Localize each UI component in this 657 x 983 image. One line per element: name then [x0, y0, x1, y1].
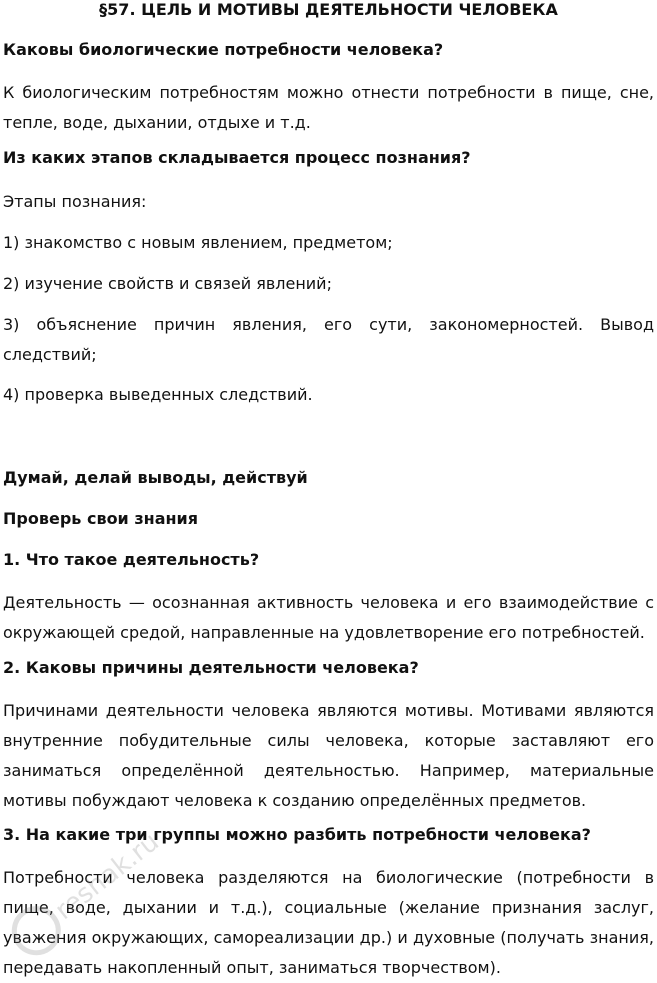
cognition-step-3: 3) объяснение причин явления, его сути, закономерностей. Вывод следствий;: [3, 315, 654, 364]
think-header: Думай, делай выводы, действуй: [3, 468, 308, 487]
question-2: 2. Каковы причины деятельности человека?: [3, 658, 419, 677]
cognition-step-2: 2) изучение свойств и связей явлений;: [3, 274, 332, 293]
question-3: 3. На какие три группы можно разбить потребности человека?: [3, 825, 591, 844]
question-cognition-stages: Из каких этапов складывается процесс познания?: [3, 148, 471, 167]
check-knowledge-header: Проверь свои знания: [3, 509, 199, 528]
answer-3: Потребности человека разделяются на биологические (потребности в пище, воде, дыхании и т.д.), социальные (желание признания заслуг, уважения окружающих, самореализации др.) и духовные (получать знания, передавать накопленный опыт, заниматься творчеством).: [3, 868, 654, 977]
question-biological-needs: Каковы биологические потребности человека?: [3, 40, 444, 59]
cognition-step-1: 1) знакомство с новым явлением, предметом;: [3, 233, 393, 252]
watermark-text: reshak.ru: [49, 826, 165, 927]
cognition-stages-intro: Этапы познания:: [3, 192, 147, 211]
answer-biological-needs: К биологическим потребностям можно отнести потребности в пище, сне, тепле, воде, дыхании, отдыхе и т.д.: [3, 83, 654, 132]
page-title: §57. ЦЕЛЬ И МОТИВЫ ДЕЯТЕЛЬНОСТИ ЧЕЛОВЕКА: [99, 0, 558, 19]
question-1: 1. Что такое деятельность?: [3, 550, 260, 569]
cognition-step-4: 4) проверка выведенных следствий.: [3, 385, 313, 404]
answer-2: Причинами деятельности человека являются мотивы. Мотивами являются внутренние побудительные силы человека, которые заставляют его заниматься определённой деятельностью. Например, материальные мотивы побуждают человека к созданию определённых предметов.: [3, 701, 654, 810]
answer-1: Деятельность — осознанная активность человека и его взаимодействие с окружающей средой, направленные на удовлетворение его потребностей.: [3, 593, 654, 642]
